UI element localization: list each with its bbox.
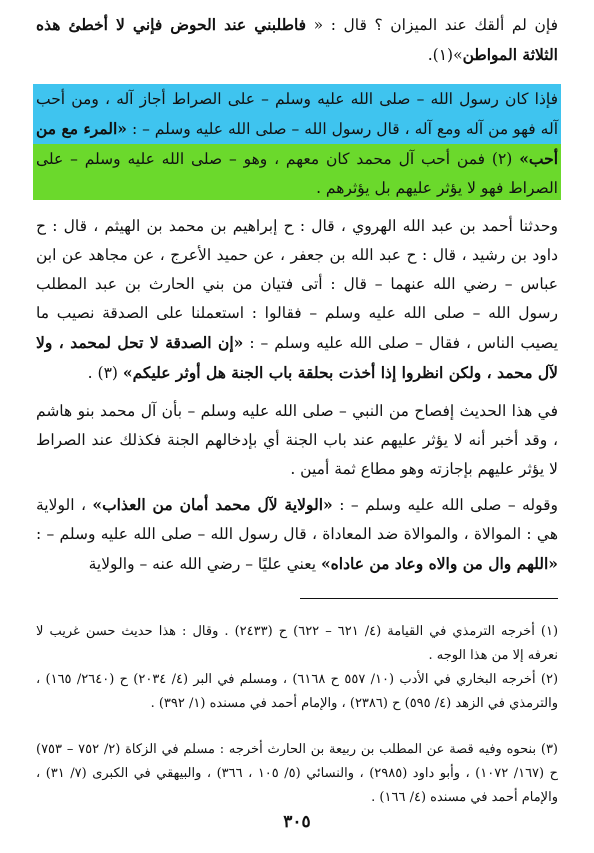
p4-text: في هذا الحديث إفصاح من النبي – صلى الله عليه وسلم – بأن آل محمد بنو هاشم ، وقد أخبر أنه لا يؤثر عليهم عند باب الجنة أي بإدخالهم الجنة فكذلك عند الصراط لا يؤثر عليهم بإجازته وهو مطاع ثمة أمين . — [36, 402, 558, 478]
footnote-2: (٢) أخرجه البخاري في الأدب (١٠/ ٥٥٧ ح ٦١٦٨) ، ومسلم في البر (٤/ ٢٠٣٤) ح (٢٦٤٠/ ١٦٥) ، والترمذي في الزهد (٤/ ٥٩٥) ح (٢٣٨٦) ، والإمام أحمد في مسنده (١/ ٣٩٢) . — [36, 672, 559, 711]
page-number: ٣٠٥ — [283, 812, 311, 832]
footnote-3: (٣) بنحوه وفيه قصة عن المطلب بن ربيعة بن الحارث أخرجه : مسلم في الزكاة (٢/ ٧٥٢ – ٧٥٣) ح (١٦٧/ ١٠٧٢) ، وأبو داود (٢٩٨٥) ، والنسائي (٥/ ١٠٥ ، ٣٦٦) ، والبيهقي في الكبرى (٧/ ٣١) ، والإمام أحمد في مسنده (٤/ ١٦٦) . — [36, 742, 559, 805]
p1-text: فإن لم ألقك عند الميزان ؟ قال : « — [313, 16, 558, 34]
p2-text-end: (٢) فمن أحب آل محمد كان معهم ، وهو – صلى الله عليه وسلم – على الصراط فهو لا يؤثر عليهم بل يؤثرهم . — [36, 150, 558, 197]
p3-footnote-ref: (٣) . — [87, 364, 118, 382]
paragraph-4 — [36, 397, 558, 484]
paragraph-2 — [36, 85, 558, 203]
footnote-1: (١) أخرجه الترمذي في القيامة (٤/ ٦٢١ – ٦٢٢) ح (٢٤٣٣) . وقال : هذا حديث حسن غريب لا نعرفه إلا من هذا الوجه . — [36, 624, 559, 663]
p5-hadith-quote-1: «الولاية لآل محمد أمان من العذاب» — [92, 495, 333, 514]
p1-footnote-ref: »(١). — [427, 46, 463, 64]
paragraph-1 — [36, 10, 558, 70]
footnote-divider — [300, 598, 558, 599]
p1-hadith-quote: فاطلبني عند الحوض فإني لا أخطئ هذه الثلاثة المواطن — [36, 15, 558, 64]
p2-hadith-quote: «المرء مع من أحب» — [36, 119, 558, 168]
p5-text-end: يعني عليًا – رضي الله عنه – والولاية — [88, 555, 317, 573]
p5-text-middle: ، الولاية هي : الموالاة ، والموالاة ضد المعاداة ، قال رسول الله – صلى الله عليه وسلم – : — [36, 496, 558, 543]
p5-hadith-quote-2: «اللهم وال من والاه وعاد من عاداه» — [320, 554, 558, 573]
p3-hadith-quote: «إن الصدقة لا تحل لمحمد ، ولا لآل محمد ، ولكن انظروا إذا أخذت بحلقة باب الجنة هل أوثر عليكم» — [36, 333, 558, 382]
p2-text-start: فإذا كان رسول الله – صلى الله عليه وسلم – على الصراط أجاز آله ، ومن أحب آله فهو من آله ومع آله ، قال رسول الله – صلى الله عليه وسلم – : — [36, 90, 558, 138]
p5-text-start: وقوله – صلى الله عليه وسلم – : — [339, 496, 558, 514]
paragraph-5 — [36, 490, 558, 579]
paragraph-3 — [36, 212, 558, 388]
p3-text: وحدثنا أحمد بن عبد الله الهروي ، قال : ح إبراهيم بن محمد بن الهيثم ، قال : ح داود بن رشيد ، قال : ح عبد الله بن جعفر ، عن حميد الأعرج ، عن مجاهد عن ابن عباس – رضي الله عنهما – قال : أتى فتيان من بني الحارث بن عبد المطلب رسول الله – صلى الله عليه وسلم – فقالوا : استعملنا على الصدقة نصيب ما يصيب الناس ، فقال – صلى الله عليه وسلم – : — [36, 217, 559, 352]
